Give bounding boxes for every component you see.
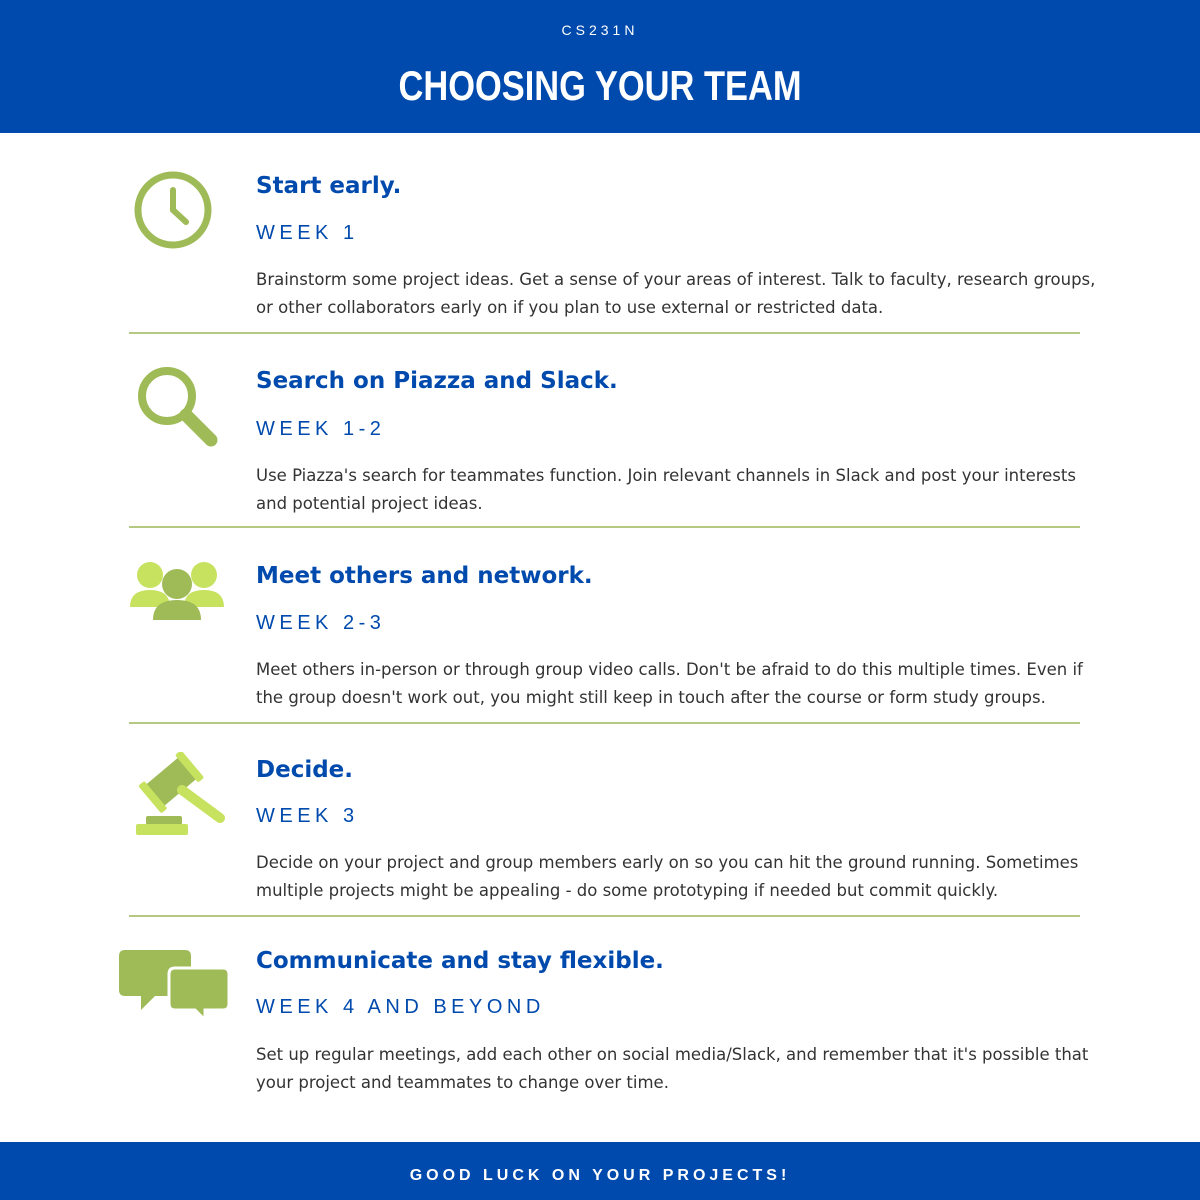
chat-bubbles-icon [119,948,231,1023]
section-week: WEEK 2-3 [256,612,386,634]
section-divider [129,526,1080,528]
header-banner [0,0,1200,133]
people-group-icon [128,560,226,622]
section-divider [129,332,1080,334]
section-description: Meet others in-person or through group video calls. Don't be afraid to do this multiple times. Even if the group doesn't work out, you might still keep in touch after the course or form study groups. [256,660,1083,707]
section-description: Use Piazza's search for teammates function. Join relevant channels in Slack and post your interests and potential project ideas. [256,466,1076,513]
section-heading: Meet others and network. [256,563,593,589]
section-description: Decide on your project and group members early on so you can hit the ground running. Sometimes multiple projects might be appealing - do some prototyping if needed but commit quickly. [256,853,1079,900]
section-week: WEEK 1 [256,222,359,244]
magnifying-glass-icon [135,365,220,450]
section-divider [129,722,1080,724]
section-week: WEEK 1-2 [256,418,386,440]
clock-icon [133,170,213,250]
section-divider [129,915,1080,917]
gavel-icon [134,752,226,836]
section-heading: Decide. [256,757,354,783]
section-heading: Search on Piazza and Slack. [256,368,618,394]
section-week: WEEK 3 [256,805,359,827]
footer-banner [0,1142,1200,1200]
footer-message: GOOD LUCK ON YOUR PROJECTS! [409,1167,791,1184]
course-label: CS231N [561,22,639,38]
section-description: Set up regular meetings, add each other on social media/Slack, and remember that it's possible that your project and teammates to change over time. [256,1045,1089,1092]
section-heading: Communicate and stay flexible. [256,948,664,974]
section-heading: Start early. [256,173,402,199]
page-title: CHOOSING YOUR TEAM [398,62,802,109]
section-week: WEEK 4 AND BEYOND [256,996,545,1018]
section-description: Brainstorm some project ideas. Get a sense of your areas of interest. Talk to faculty, research groups, or other collaborators early on if you plan to use external or restricted data. [256,270,1096,317]
